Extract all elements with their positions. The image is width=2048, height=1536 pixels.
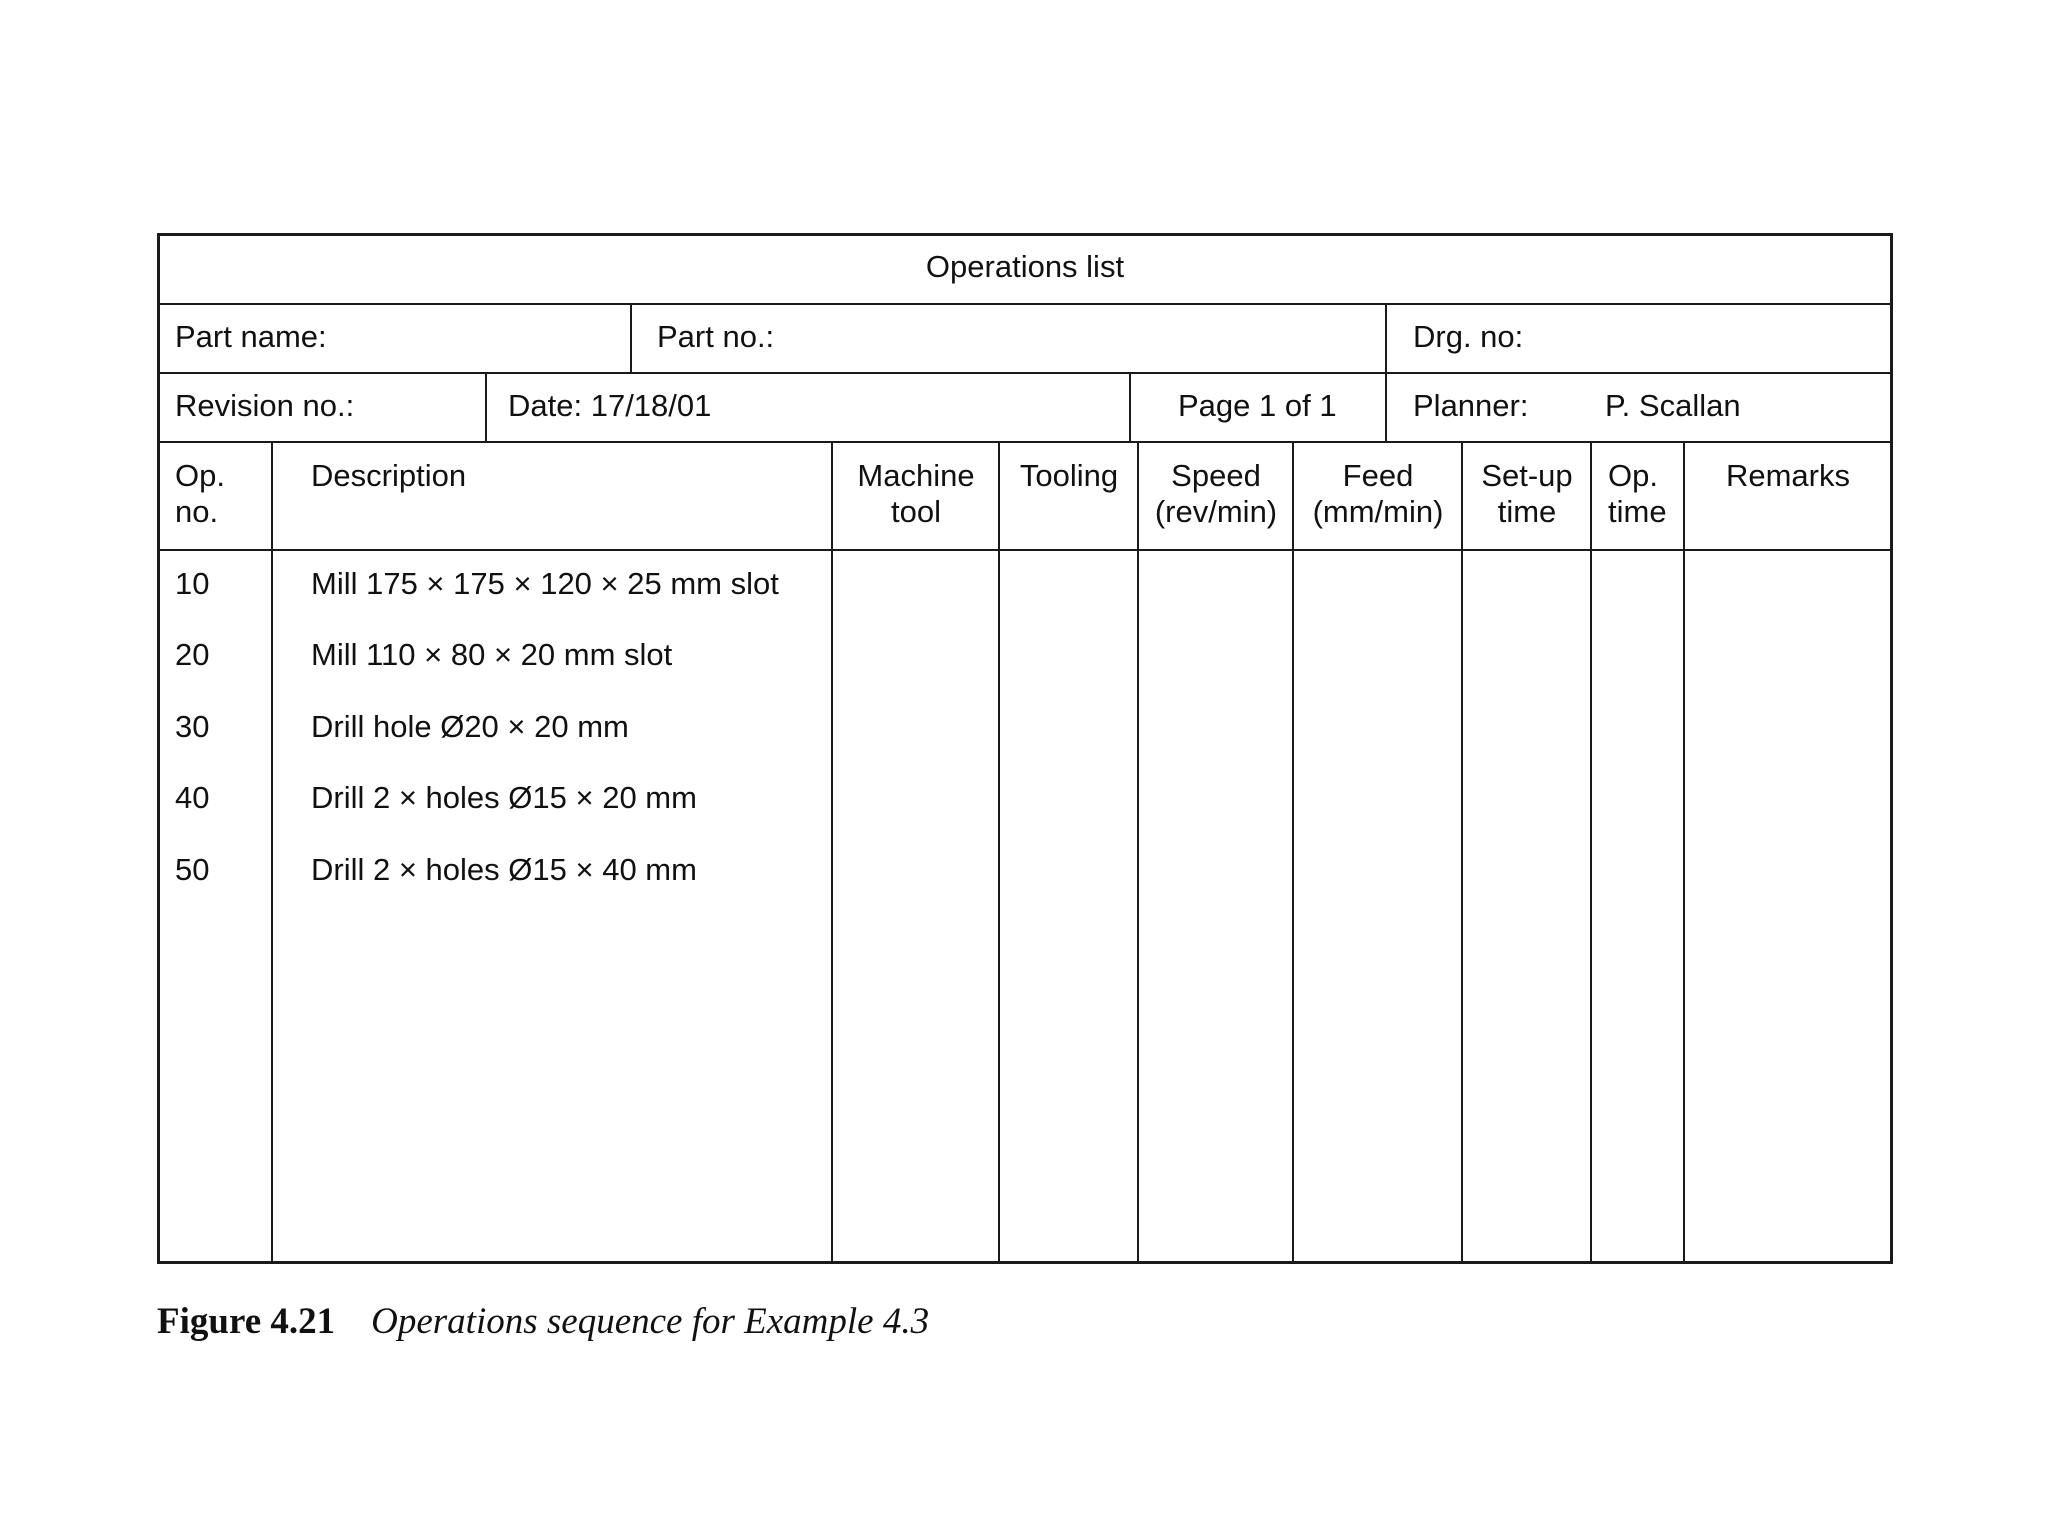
part-no-label: Part no.:: [657, 319, 775, 354]
row-op-no: 30: [175, 709, 210, 744]
header-speed: [1139, 458, 1293, 530]
column-divider: [1292, 441, 1294, 1264]
header-remarks: Remarks: [1725, 458, 1850, 493]
row-description: Mill 175 × 175 × 120 × 25 mm slot: [311, 566, 779, 601]
header-op-time-line2: time: [1608, 494, 1667, 529]
figure-caption-label: Figure 4.21: [157, 1301, 336, 1342]
column-divider: [1590, 441, 1592, 1264]
table-title: Operations list: [925, 249, 1125, 284]
planner-label: Planner:: [1413, 388, 1529, 423]
row-description: Drill 2 × holes Ø15 × 20 mm: [311, 780, 697, 815]
divider-revision: [485, 372, 487, 442]
header-feed-line1: Feed: [1342, 458, 1414, 493]
row-op-no: 40: [175, 780, 210, 815]
rule-below-title: [157, 303, 1893, 305]
row-op-no: 10: [175, 566, 210, 601]
date-label: Date: 17/18/01: [508, 388, 712, 423]
figure-caption-text: Operations sequence for Example 4.3: [371, 1301, 930, 1342]
header-speed-line2: (rev/min): [1154, 494, 1278, 529]
row-description: Drill hole Ø20 × 20 mm: [311, 709, 629, 744]
row-description: Drill 2 × holes Ø15 × 40 mm: [311, 852, 697, 887]
column-divider: [1683, 441, 1685, 1264]
header-tooling: Tooling: [1019, 458, 1119, 493]
header-setup-time-line2: time: [1497, 494, 1557, 529]
header-speed-line1: Speed: [1171, 458, 1261, 493]
header-setup-time-line1: Set-up: [1481, 458, 1573, 493]
row-op-no: 50: [175, 852, 210, 887]
revision-no-label: Revision no.:: [175, 388, 355, 423]
rule-below-part-row: [157, 372, 1893, 374]
header-description: Description: [311, 458, 467, 493]
row-description: Mill 110 × 80 × 20 mm slot: [311, 637, 673, 672]
column-divider: [998, 441, 1000, 1264]
header-op-time: [1608, 458, 1667, 530]
planner-value: P. Scallan: [1605, 388, 1741, 423]
header-machine-tool-line2: tool: [891, 494, 941, 529]
column-divider: [831, 441, 833, 1264]
divider-page: [1385, 372, 1387, 442]
header-op-no: [175, 458, 225, 530]
divider-part-no: [1385, 303, 1387, 373]
header-feed: [1294, 458, 1462, 530]
rule-below-revision-row: [157, 441, 1893, 443]
header-op-time-line1: Op.: [1608, 458, 1658, 493]
header-op-no-line1: Op.: [175, 458, 225, 493]
drg-no-label: Drg. no:: [1413, 319, 1524, 354]
rule-below-column-headers: [157, 549, 1893, 551]
column-divider: [271, 441, 273, 1264]
figure-caption: [157, 1300, 929, 1344]
divider-date: [1129, 372, 1131, 442]
header-feed-line2: (mm/min): [1312, 494, 1444, 529]
header-op-no-line2: no.: [175, 494, 219, 529]
part-name-label: Part name:: [175, 319, 327, 354]
header-machine-tool: [833, 458, 999, 530]
header-setup-time: [1463, 458, 1591, 530]
row-op-no: 20: [175, 637, 210, 672]
divider-part-name: [630, 303, 632, 373]
column-divider: [1137, 441, 1139, 1264]
header-machine-tool-line1: Machine: [857, 458, 975, 493]
column-divider: [1461, 441, 1463, 1264]
page-label: Page 1 of 1: [1178, 388, 1337, 423]
